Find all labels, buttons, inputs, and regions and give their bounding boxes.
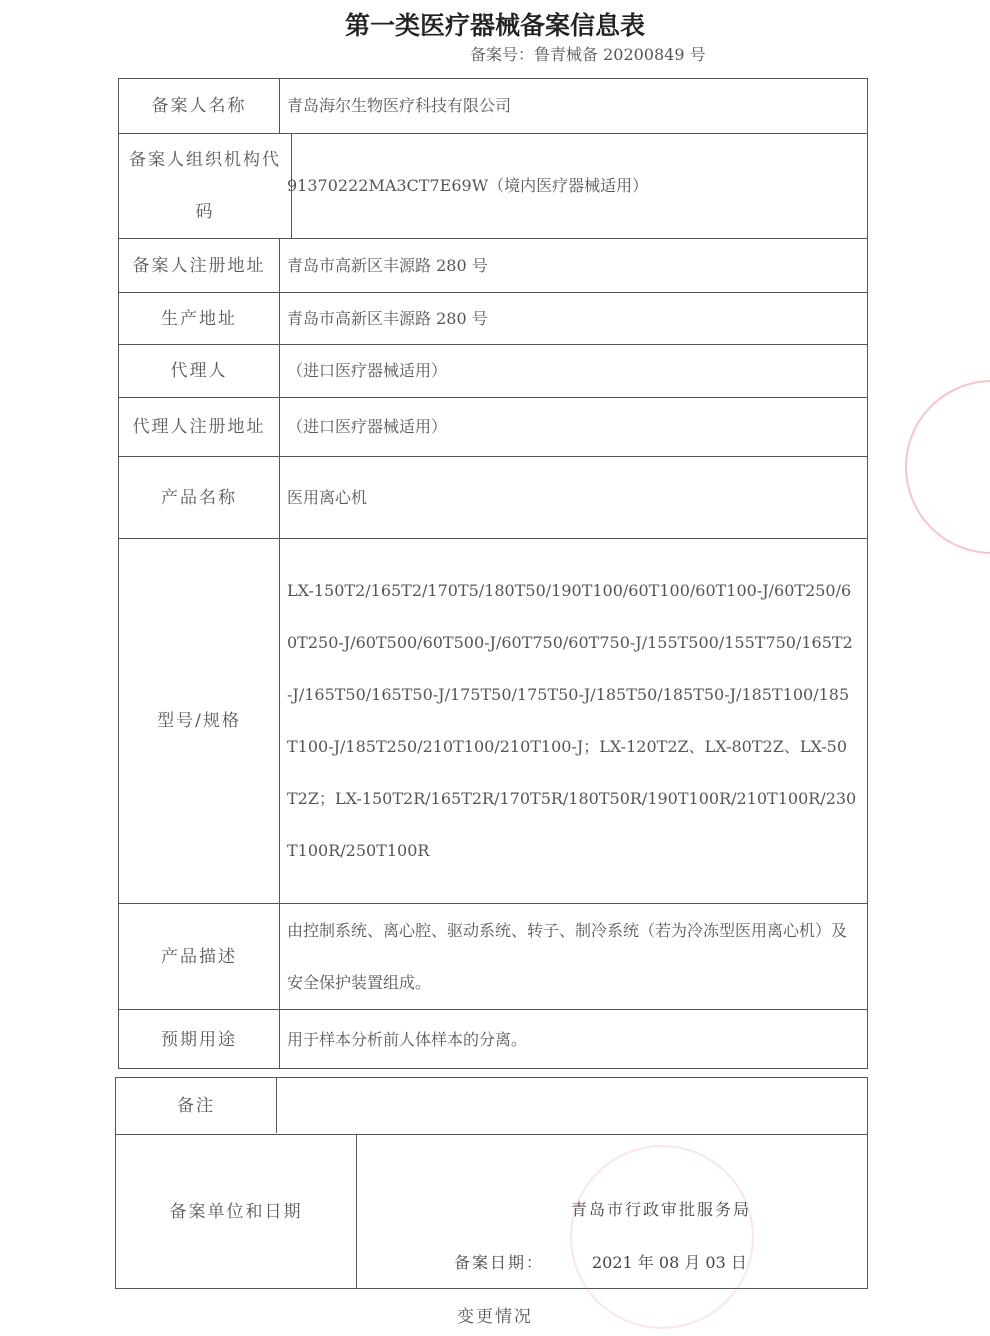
- row-label: 备案人组织机构代码: [119, 134, 292, 238]
- row-value: （进口医疗器械适用）: [287, 417, 448, 436]
- remarks-label: 备注: [116, 1078, 277, 1133]
- row-label: 代理人注册地址: [119, 398, 280, 456]
- official-seal: [905, 380, 990, 554]
- remarks-value: [284, 1078, 857, 1133]
- table-row: [119, 238, 867, 292]
- row-value: LX-150T2/165T2/170T5/180T50/190T100/60T100/60T100-J/60T250/60T250-J/60T500/60T500-J/60T750/60T750-J/155T500/155T750/165T2-J/165T50/165T50-J/175T50/175T50-J/185T50/185T50-J/185T100/185T100-J/185T250/210T100/210T100-J；LX-120T2Z、LX-80T2Z、LX-50T2Z；LX-150T2R/165T2R/170T5R/180T50R/190T100R/210T100R/230T100R/250T100R: [287, 581, 857, 860]
- table-row: [119, 344, 867, 397]
- table-row: [116, 1134, 867, 1289]
- table-row: [119, 903, 867, 1009]
- table-row: [119, 397, 867, 456]
- unit-label: 备案单位和日期: [116, 1135, 357, 1289]
- row-label: 备案人名称: [119, 79, 280, 133]
- table-row: [116, 1078, 867, 1133]
- table-row: [119, 79, 867, 133]
- record-number: 备案号：鲁青械备 20200849 号: [470, 45, 706, 64]
- table-row: [119, 1009, 867, 1069]
- row-value: 用于样本分析前人体样本的分离。: [287, 1029, 528, 1049]
- document-title: 第一类医疗器械备案信息表: [344, 11, 645, 40]
- filing-date: 2021 年 08 月 03 日: [592, 1253, 747, 1272]
- row-value: 由控制系统、离心腔、驱动系统、转子、制冷系统（若为冷冻型医用离心机）及安全保护装置组成。: [287, 920, 848, 992]
- table-row: [119, 456, 867, 538]
- filing-org: 青岛市行政审批服务局: [571, 1200, 752, 1219]
- row-value: 青岛海尔生物医疗科技有限公司: [287, 96, 512, 115]
- row-value: 青岛市高新区丰源路 280 号: [287, 308, 488, 328]
- row-value: 医用离心机: [287, 487, 368, 507]
- row-label: 代理人: [119, 345, 280, 397]
- date-label: 备案日期：: [454, 1253, 545, 1272]
- row-label: 预期用途: [119, 1010, 280, 1069]
- row-label: 备案人注册地址: [119, 239, 280, 292]
- row-value: 青岛市高新区丰源路 280 号: [287, 255, 488, 275]
- row-label: 生产地址: [119, 293, 280, 344]
- row-label: 产品名称: [119, 457, 280, 538]
- table-row: [119, 292, 867, 344]
- row-label: 型号/规格: [119, 539, 280, 903]
- filing-table: [115, 1077, 868, 1289]
- row-value: 91370222MA3CT7E69W（境内医疗器械适用）: [287, 176, 649, 195]
- info-table: [118, 78, 868, 1069]
- row-label: 产品描述: [119, 904, 280, 1009]
- row-value: （进口医疗器械适用）: [287, 361, 448, 380]
- table-row: [119, 133, 867, 238]
- table-row: [119, 538, 867, 903]
- change-history-label: 变更情况: [457, 1307, 533, 1327]
